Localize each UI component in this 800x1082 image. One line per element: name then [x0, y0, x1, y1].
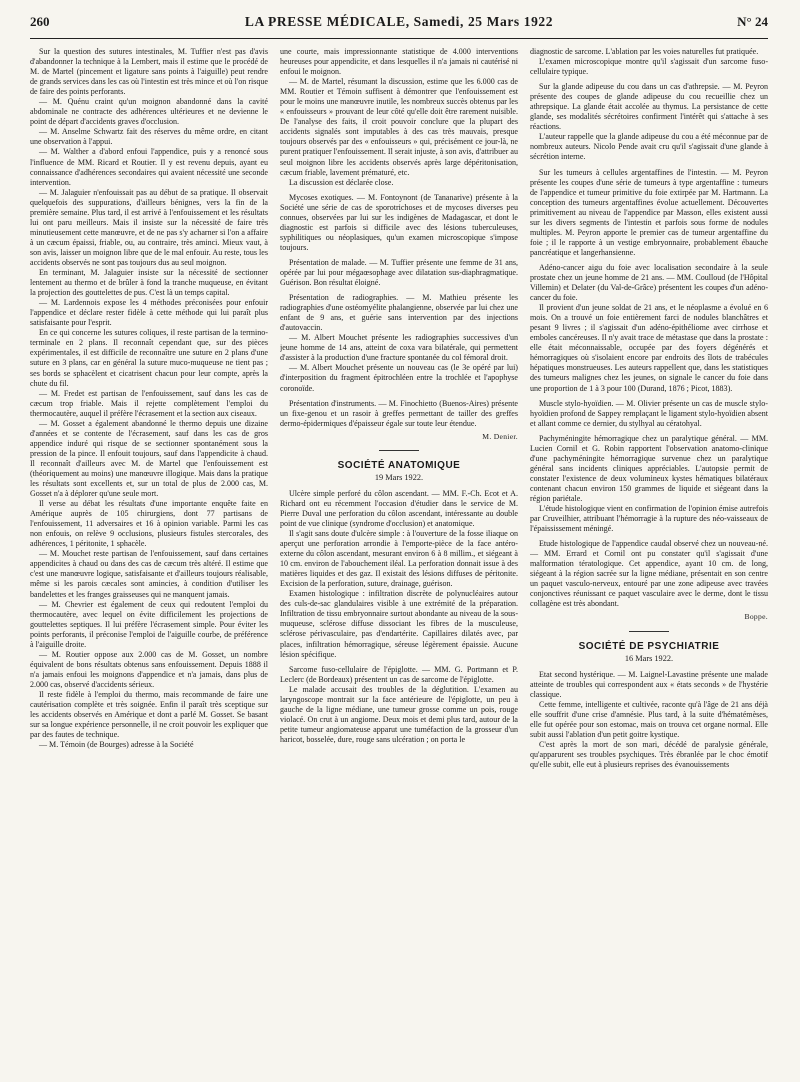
paragraph: Présentation d'instruments. — M. Finochietto (Buenos-Aires) présente un fixe-genou et un rasoir à greffes permettant de tailler des greffes dermo-épidermiques d'épaisseur égale sur toute leur étendue. — [280, 398, 518, 428]
paragraph: — M. Lardennois expose les 4 méthodes préconisées pour enfouir l'appendice et déclare rester fidèle à cette méthode qui lui paraît plus satisfaisante pour l'esprit. — [30, 298, 268, 328]
paragraph: — M. Jalaguier n'enfouissait pas au début de sa pratique. Il observait quelquefois des suppurations, d'ailleurs bénignes, vers la fin de la première semaine. Plus tard, il est arrivé à l'enfouissement et les résultats lui ont paru meilleurs. Mais il insiste sur la nécessité de faire très minutieusement cette manœuvre, et de ne pas s'y acharner si l'on a affaire à un cæcum épaissi, friable, ou, au contraire, très aminci. Mieux vaut, à son avis, laisser un moignon libre que de le mal enfouir. Au reste, tous les accidents observés ne sont pas toujours dus au seul moignon. — [30, 187, 268, 267]
paragraph: — M. Walther a d'abord enfoui l'appendice, puis y a renoncé sous l'influence de MM. Ricard et Routier. Il y est revenu depuis, ayant eu connaissance d'adhérences secondaires qui avaient nécessité une seconde intervention. — [30, 147, 268, 187]
column-1 — [30, 47, 268, 1071]
paragraph: Sarcome fuso-cellulaire de l'épiglotte. — MM. G. Portmann et P. Leclerc (de Bordeaux) présentent un cas de sarcome de l'épiglotte. — [280, 664, 518, 684]
section-date: 19 Mars 1922. — [374, 472, 424, 482]
issue-number: N° 24 — [737, 14, 768, 29]
author-signature: Boppe. — [744, 612, 768, 622]
paragraph: — M. de Martel, résumant la discussion, estime que les 6.000 cas de MM. Routier et Témoin suffisent à démontrer que l'enfouissement est pour le moins une manœuvre inutile, les nombreux succès obtenus par les « enfouisseurs » prouvant de leur côté qu'elle doit être rarement nuisible. De l'analyse des faits, il croit pouvoir conclure que la plupart des accidents signalés sont imputables à des cas très mauvais, presque toujours observés par des « enfouisseurs » qui, précisément ce jour-là, ne purent pratiquer l'enfouissement. Il serait injuste, à son avis, d'attribuer au seul moignon libre les accidents observés après large dépéritonisation, cæcum friable, lavement prématuré, etc. — [280, 77, 518, 177]
paragraph: une courte, mais impressionnante statistique de 4.000 interventions heureuses pour appendicite, et dans lesquelles il n'a jamais ni cautérisé ni enfoui le moignon. — [280, 47, 518, 77]
paragraph: Muscle stylo-hyoïdien. — M. Olivier présente un cas de muscle stylo-hyoïdien profond de Sappey remplaçant le ligament stylo-hyoïdien absent et allant comme ce dernier, du stylhyal au cératohyal. — [530, 398, 768, 428]
paragraph: — M. Témoin (de Bourges) adresse à la Société — [39, 740, 194, 750]
paragraph: L'examen microscopique montre qu'il s'agissait d'un sarcome fuso-cellulaire typique. — [530, 57, 768, 77]
paragraph: En ce qui concerne les sutures coliques, il reste partisan de la termino-terminale en 2 plans. Il reconnaît cependant que, sur des pièces expérimentales, il est difficile de reconnaître une suture en 2 plans d'une suture en 3 plans, car en général la suture muco-muqueuse ne tient pas ; ses bords se sphacèlent et cicatrisent chacun pour leur compte, après la chute du fil. — [30, 328, 268, 388]
paragraph: Il provient d'un jeune soldat de 21 ans, et le néoplasme a évolué en 6 mois. On a trouvé un foie entièrement farci de nodules blanchâtres et pesant 9 livres ; il s'agissait d'un adéno-épithéliome avec cirrhose et emboles cancéreuses. Il n'y avait trace de métastase que dans la prostate : elle était méconnaissable, occupée par des foyers dégénérés et hémorragiques où s'isolaient encore par endroits des îlots de trabécules hépatiques monstrueuses. Les auteurs rappellent que, dans les statistiques des tumeurs malignes chez les jeunes, on signale le cancer du foie dans une proportion de 1 à 3 pour 100 (Durand, 1876 ; Picot, 1883). — [530, 303, 768, 393]
publication-title: LA PRESSE MÉDICALE, Samedi, 25 Mars 1922 — [244, 14, 554, 29]
paragraph: Pachyméningite hémorragique chez un paralytique général. — MM. Lucien Cornil et G. Robin rapportent l'observation anatomo-clinique d'une pachyméningite hémorragique survenue chez un paralytique général sans incidents cliniques appréciables. L'autopsie permit de constater l'existence de deux volumineux kystes hématiques bilatéraux contenant chacun environ 150 grammes de liquide et siégeant dans la région pariétale. — [530, 433, 768, 503]
paragraph: Adéno-cancer aigu du foie avec localisation secondaire à la seule prostate chez un jeune homme de 21 ans. — MM. Coulloud (de l'Hôpital Villemin) et Delater (du Val-de-Grâce) présentent les coupes d'un adéno-cancer du foie. — [530, 262, 768, 303]
paragraph: Ulcère simple perforé du côlon ascendant. — MM. F.-Ch. Ecot et A. Richard ont eu récemment l'occasion d'étudier dans le service de M. Pierre Duval une perforation du côlon ascendant, intéressante au double point de vue clinique (syndrome d'occlusion) et anatomique. — [280, 488, 518, 528]
paragraph: Il s'agit sans doute d'ulcère simple : à l'ouverture de la fosse iliaque on aperçut une perforation arrondie à l'emporte-pièce de la face antéro-externe du côlon ascendant, mesurant environ 6 à 8 millim., et siégeant à 10 cm. environ de l'abouchement iléal. La perforation donnait issue à des matières liquides et des gaz. Il existait des lésions diffuses de péritonite. Excision de la perforation, suture, drainage, guérison. — [280, 529, 518, 589]
paragraph: Etat second hystérique. — M. Laignel-Lavastine présente une malade atteinte de troubles qui correspondent aux « états seconds » de l'hystérie classique. — [530, 669, 768, 699]
paragraph: Présentation de radiographies. — M. Mathieu présente les radiographies d'une ostéomyélite phalangienne, observée par lui chez une enfant de 9 ans, et guérie sans intervention par des injections d'autovaccin. — [280, 293, 518, 333]
paragraph: Sur la question des sutures intestinales, M. Tuffier n'est pas d'avis d'abandonner la technique à la Lembert, mais il estime que le procédé de M. de Martel (pincement et ligature sans points à l'aiguille) peut rendre de grands services dans les cas où l'intestin est très mince et où l'on risque de faire des points perforants. — [30, 47, 268, 97]
section-divider — [629, 631, 669, 632]
paragraph: — M. Fredet est partisan de l'enfouissement, sauf dans les cas de cæcum trop friable. Mais il rejette complètement l'emploi du thermocautère, auquel il préfère l'écrasement et la section aux ciseaux. — [30, 388, 268, 418]
paragraph: Examen histologique : infiltration discrète de polynucléaires autour des culs-de-sac glandulaires visible à une extrémité de la préparation. Infiltration de tissu embryonnaire surtout abondante au niveau de la sous-muqueuse, sclérose diffuse dissociant les fibres de la musculeuse, sclérose périvasculaire, pas d'endartérite. Capillaires dilatés avec, par places, infiltration hémorragique, séreuse légèrement épaissie. Aucune lésion spécifique. — [280, 589, 518, 659]
section-date: 16 Mars 1922. — [624, 653, 674, 663]
page-number: 260 — [30, 14, 50, 29]
paragraph: Présentation de malade. — M. Tuffier présente une femme de 31 ans, opérée par lui pour mégaœsophage avec dilatation sus-diaphragmatique. Guérison. Bon résultat éloigné. — [280, 257, 518, 288]
paragraph: — M. Mouchet reste partisan de l'enfouissement, sauf dans certaines appendicites à chaud ou dans des cas de cæcum très altéré. Il estime que c'est une manœuvre logique, satisfaisante et d'ailleurs toujours réalisable, même si les parois cæcales sont amincies, à condition d'utiliser les bandelettes et les franges graisseuses qui ne manquent jamais. — [30, 549, 268, 599]
paragraph: Il reste fidèle à l'emploi du thermo, mais recommande de faire une cautérisation complète et très soignée. Enfin il paraît très sceptique sur les accidents observés en Amérique et dont a parlé M. Gosset. Se basant sur sa longue expérience personnelle, il ne croit pouvoir les expliquer que par des fautes de technique. — [30, 690, 268, 740]
paragraph: L'auteur rappelle que la glande adipeuse du cou a été méconnue par de nombreux auteurs. Nicolo Pende avait cru qu'il s'agissait d'une glande à sécrétion interne. — [530, 132, 768, 162]
page-header — [30, 14, 768, 39]
section-divider — [379, 450, 419, 451]
paragraph: L'étude histologique vient en confirmation de l'opinion émise autrefois par Cruveilhier, attribuant l'hémorragie à la rupture des néo-vaisseaux de l'épaississement méningé. — [530, 504, 768, 534]
paragraph: — M. Anselme Schwartz fait des réserves du même ordre, en citant une observation à l'appui. — [30, 127, 268, 147]
paragraph: Etude histologique de l'appendice caudal observé chez un nouveau-né. — MM. Errard et Cornil ont pu constater qu'il s'agissait d'une malformation tératologique. Cet appendice, ayant 10 cm. de long, siégeant à la région sacrée sur la ligne médiane, présentait en son centre un paquet vasculo-nerveux, entouré par une zone adipeuse avec travées conjonctives réunissant ce paquet vasculaire avec le derme, dont le tissu collagène est très abondant. — [530, 539, 768, 609]
paragraph: Le malade accusait des troubles de la déglutition. L'examen au laryngoscope montrait sur la face antérieure de l'épiglotte, un peu à gauche de la ligne médiane, une tumeur grosse comme un pois, rouge violacé. On crut à un angiome. Deux mois et demi plus tard, autour de la petite tumeur angiomateuse apparut une tuméfaction de la grosseur d'un haricot, bosselée, dure, rouge sans ulcération ; on porta le — [280, 684, 518, 744]
paragraph: La discussion est déclarée close. — [289, 177, 394, 187]
section-heading: SOCIÉTÉ DE PSYCHIATRIE — [578, 640, 720, 652]
column-3 — [530, 47, 768, 1071]
paragraph: Cette femme, intelligente et cultivée, raconte qu'à l'âge de 21 ans déjà elle souffrit d'une crise d'amnésie. Plus tard, à la suite d'hématémèses, elle fut opérée pour son estomac, mais on trouva cet organe normal. Elle subit aussi l'ablation d'un petit goitre kystique. — [530, 699, 768, 739]
paragraph: Sur les tumeurs à cellules argentaffines de l'intestin. — M. Peyron présente les coupes d'une série de tumeurs à type argentaffine : tumeurs de l'appendice et tumeur primitive du foie extirpée par M. Hartmann. La conception des tumeurs argentaffines évolue actuellement. Découvertes primitivement au niveau de l'appendice par Masson, elles existent aussi sur les divers segments de l'intestin et parfois sous forme de nodules multiples. M. Peyron apporte le premier cas de tumeur argentaffine du foie ; il le rapporte à un vestige embryonnaire, probablement ébauche pancréatique et langerhansienne. — [530, 167, 768, 257]
paragraph: — M. Quénu craint qu'un moignon abandonné dans la cavité abdominale ne contracte des adhérences ultérieures et ne devienne le point de départ d'accidents graves d'occlusion. — [30, 97, 268, 127]
paragraph: — M. Gosset a également abandonné le thermo depuis une dizaine d'années et se contente de l'écrasement, sauf dans les cas de gros appendice induré qui risque de se sectionner spontanément sous la pression de la pince. Il enfouit toujours, sauf dans l'appendicite à chaud. Il reconnaît d'ailleurs avec M. de Martel que l'enfouissement est (théoriquement au moins) une manœuvre illogique. Mais dans la pratique les résultats sont excellents et, sur un total de plus de 2.000 cas, M. Gosset n'a à déplorer qu'une seule mort. — [30, 418, 268, 499]
author-signature: M. Denier. — [482, 431, 518, 441]
column-2 — [280, 47, 518, 1071]
paragraph: diagnostic de sarcome. L'ablation par les voies naturelles fut pratiquée. — [530, 47, 759, 56]
paragraph: — M. Albert Mouchet présente un nouveau cas (le 3e opéré par lui) d'interposition du fragment épitrochléen entre la trochlée et l'apophyse coronoïde. — [280, 363, 518, 393]
article-columns — [30, 47, 768, 1071]
paragraph: Sur la glande adipeuse du cou dans un cas d'athrepsie. — M. Peyron présente des coupes de glande adipeuse du cou recueillie chez un athrepsique. La glande était accolée au thymus. La persistance de cette glande, ses modalités sécrétoires confirment l'intérêt qui s'attache à ses réactions. — [530, 82, 768, 132]
paragraph: — M. Albert Mouchet présente les radiographies successives d'un jeune homme de 14 ans, atteint de coxa vara bilatérale, qui permettent d'assister à la production d'une fracture spontanée du col fémoral droit. — [280, 333, 518, 363]
paragraph: En terminant, M. Jalaguier insiste sur la nécessité de sectionner lentement au thermo et de brûler à fond la tranche muqueuse, en évitant la projection des gouttelettes de pus. C'est là un temps capital. — [30, 268, 268, 298]
paragraph: — M. Chevrier est également de ceux qui redoutent l'emploi du thermocautère, avec lequel on évite difficilement les projections de gouttelettes septiques. Il lui préfère l'écrasement simple. Pour éviter les points perforants, il préconise l'emploi de l'aiguille courbe, de préférence à l'aiguille droite. — [30, 599, 268, 649]
paragraph: C'est après la mort de son mari, décédé de paralysie générale, qu'apparurent ses troubles psychiques. Très ébranlée par le choc émotif qu'elle subit, elle eut à plusieurs reprises des évanouissements — [530, 739, 768, 770]
paragraph: Il verse au débat les résultats d'une importante enquête faite en Amérique auprès de 105 chirurgiens, dont 77 partisans de l'enfouissement, 11 adversaires et 16 à opinion variable. Parmi les cas non enfouis, on relève 9 occlusions, plusieurs fistules stercorales, des adhérences, 1 péritonite, 1 sphacèle. — [30, 499, 268, 549]
paragraph: — M. Routier oppose aux 2.000 cas de M. Gosset, un nombre équivalent de bons résultats obtenus sans enfouissement. Depuis 1888 il n'a jamais enfoui les moignons d'appendice et n'a jamais, dans plus de 2.000 cas, observé d'accidents sérieux. — [30, 649, 268, 689]
paragraph: Mycoses exotiques. — M. Fontoynont (de Tananarive) présente à la Société une série de cas de sporotrichoses et de mycoses diverses peu connues, observées par lui sur les indigènes de Madagascar, et dont le diagnostic est parfois si difficile avec des lésions tuberculeuses, syphilitiques ou néoplasiques, qu'un examen microscopique s'impose toujours. — [280, 192, 518, 252]
section-heading: SOCIÉTÉ ANATOMIQUE — [337, 459, 461, 471]
